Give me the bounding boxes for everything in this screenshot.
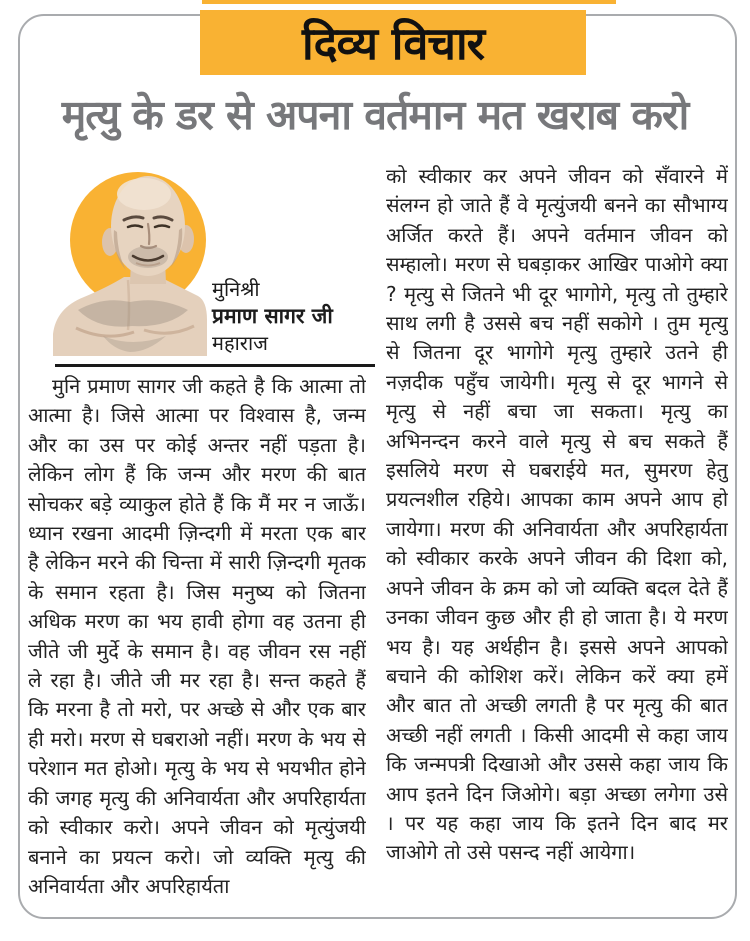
author-name: प्रमाण सागर जी (212, 304, 333, 328)
top-yellow-strip (202, 0, 616, 4)
masthead-title: दिव्य विचार (301, 17, 485, 70)
masthead-banner (200, 10, 586, 75)
author-title: महाराज (212, 331, 268, 355)
article-right-column: को स्वीकार कर अपने जीवन को सँवारने में संलग्न हो जाते हैं वे मृत्युंजयी बनने का सौभाग्य अर्जित करते हैं। अपने वर्तमान जीवन को सम्हालो। मरण से घबड़ाकर आखिर पाओगे क्या ? मृत्यु से जितने भी दूर भागोगे, मृत्यु तो तुम्हारे साथ लगी है उससे बच नहीं सकोगे । तुम मृत्यु से जितना दूर भागोगे मृत्यु तुम्हारे उतने ही नज़दीक पहुँच जायेगी। मृत्यु से दूर भागने से मृत्यु से नहीं बचा जा सकता। मृत्यु का अभिनन्दन करने वाले मृत्यु से बच सकते हैं इसलिये मरण से घबराईये मत, सुमरण हेतु प्रयत्नशील रहिये। आपका काम अपने आप हो जायेगा। मरण की अनिवार्यता और अपरिहार्यता को स्वीकार करके अपने जीवन की दिशा को, अपने जीवन के क्रम को जो व्यक्ति बदल देते हैं उनका जीवन कुछ और ही हो जाता है। ये मरण भय है। यह अर्थहीन है। इससे अपने आपको बचाने की कोशिश करें। लेकिन करें क्या हमें और बात तो अच्छी लगती है पर मृत्यु की बात अच्छी नहीं लगती । किसी आदमी से कहा जाय कि जन्मपत्री दिखाओ और उससे कहा जाय कि आप इतने दिन जिओगे। बड़ा अच्छा लगेगा उसे । पर यह कहा जाय कि इतने दिन बाद मर जाओगे तो उसे पसन्द नहीं आयेगा। (386, 164, 728, 865)
author-honorific: मुनिश्री (212, 277, 260, 301)
photo-caption (212, 276, 368, 357)
article-left-column: मुनि प्रमाण सागर जी कहते है कि आत्मा तो आत्मा है। जिसे आत्मा पर विश्वास है, जन्म और का उस पर कोई अन्तर नहीं पड़ता है। लेकिन लोग हैं कि जन्म और मरण की बात सोचकर बड़े व्याकुल होते हैं कि मैं मर न जाऊँ। ध्यान रखना आदमी ज़िन्दगी में मरता एक बार है लेकिन मरने की चिन्ता में सारी ज़िन्दगी मृतक के समान रहता है। जिस मनुष्य को जितना अधिक मरण का भय हावी होगा वह उतना ही जीते जी मुर्दे के समान है। वह जीवन रस नहीं ले रहा है। जीते जी मर रहा है। सन्त कहते हैं कि मरना है तो मरो, पर अच्छे से और एक बार ही मरो। मरण से घबराओ नहीं। मरण के भय से परेशान मत होओ। मृत्यु के भय से भयभीत होने की जगह मृत्यु की अनिवार्यता और अपरिहार्यता को स्वीकार करो। अपने जीवन को मृत्युंजयी बनाने का प्रयत्न करो। जो व्यक्ति मृत्यु की अनिवार्यता और अपरिहार्यता (28, 374, 366, 898)
caption-divider-rule (55, 364, 375, 367)
article-headline: मृत्यु के डर से अपना वर्तमान मत खराब करो (61, 91, 689, 139)
monk-photo (48, 160, 213, 356)
